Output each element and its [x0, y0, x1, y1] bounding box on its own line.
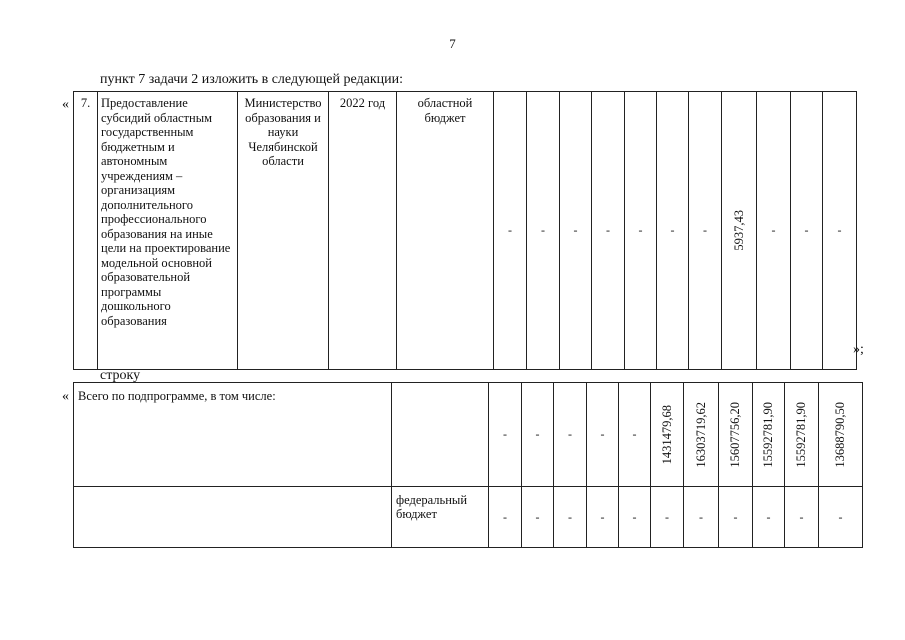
value-cell: - [522, 486, 554, 547]
value-text: 1431479,68 [659, 404, 674, 464]
value-cell: - [619, 486, 651, 547]
value-cell: - [689, 92, 722, 370]
value-cell: - [684, 486, 719, 547]
value-cell: - [554, 486, 587, 547]
value-cell: - [757, 92, 791, 370]
value-cell: - [785, 486, 819, 547]
federal-row [74, 486, 863, 547]
value-cell: - [592, 92, 625, 370]
value-cell: - [753, 486, 785, 547]
federal-source: федеральный бюджет [392, 486, 489, 547]
value-text: 5937,43 [731, 210, 746, 251]
value-text: 15592781,90 [794, 401, 809, 468]
value-cell-vertical [651, 383, 684, 487]
total-table [73, 382, 863, 548]
task-row [74, 92, 857, 370]
stroku-text: строку [100, 368, 141, 383]
value-cell: - [587, 383, 619, 487]
value-cell: - [625, 92, 657, 370]
value-cell: - [619, 383, 651, 487]
value-cell: - [522, 383, 554, 487]
open-quote-1: « [62, 97, 69, 112]
open-quote-2: « [62, 389, 69, 404]
value-cell: - [651, 486, 684, 547]
task-table [73, 91, 857, 370]
value-cell: - [823, 92, 857, 370]
value-text: 15592781,90 [761, 401, 776, 468]
item-name: Предоставление субсидий областным государственным бюджетным и автономным учреждениям – организациям дополнительного профессионального образования на иные цели на проектирование модельной основной образовательной программы дошкольного образования [98, 92, 238, 370]
value-cell-vertical [684, 383, 719, 487]
value-cell: - [489, 486, 522, 547]
value-cell-vertical [753, 383, 785, 487]
item-year: 2022 год [329, 92, 397, 370]
value-cell-vertical [719, 383, 753, 487]
value-cell: - [494, 92, 527, 370]
value-cell-vertical [722, 92, 757, 370]
value-cell: - [791, 92, 823, 370]
value-cell: - [719, 486, 753, 547]
total-row [74, 383, 863, 487]
value-text: 16303719,62 [693, 401, 708, 468]
value-text: 15607756,20 [728, 401, 743, 468]
value-cell-vertical [819, 383, 863, 487]
total-label: Всего по подпрограмме, в том числе: [74, 383, 392, 487]
value-cell: - [587, 486, 619, 547]
value-cell-vertical [785, 383, 819, 487]
value-cell: - [527, 92, 560, 370]
empty-source-cell [392, 383, 489, 487]
empty-label-cell [74, 486, 392, 547]
page-number: 7 [449, 36, 456, 51]
close-quote-1: »; [853, 342, 864, 357]
value-cell: - [657, 92, 689, 370]
value-text: 13688790,50 [833, 401, 848, 468]
item-ministry: Министерство образования и науки Челябинской области [238, 92, 329, 370]
item-source: областной бюджет [397, 92, 494, 370]
value-cell: - [489, 383, 522, 487]
value-cell: - [554, 383, 587, 487]
intro-text: пункт 7 задачи 2 изложить в следующей редакции: [100, 72, 404, 87]
value-cell: - [560, 92, 592, 370]
value-cell: - [819, 486, 863, 547]
item-number: 7. [74, 92, 98, 370]
